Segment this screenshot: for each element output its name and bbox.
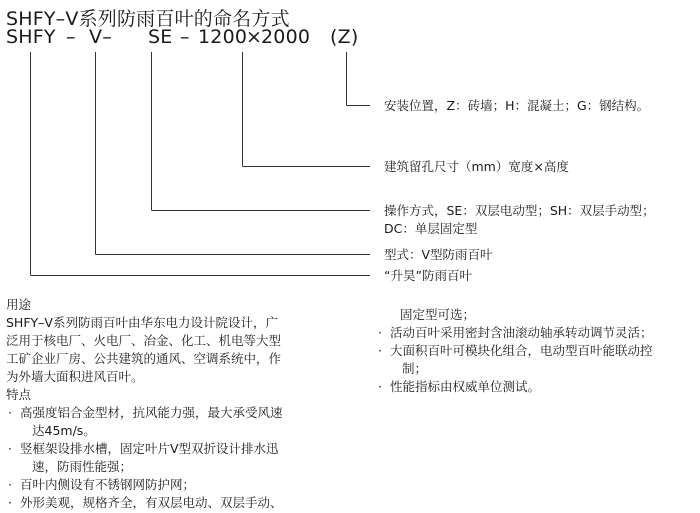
model-code-install: (Z) bbox=[330, 26, 359, 48]
usage-line: SHFY–V系列防雨百叶由华东电力设计院设计，广 bbox=[6, 315, 278, 330]
usage-line: 为外墙大面积进风百叶。 bbox=[6, 369, 144, 384]
feature-text: 百叶内侧设有不锈钢网防护网； bbox=[20, 477, 196, 492]
feature-bullet: · bbox=[8, 441, 12, 456]
model-code-width: 1200 bbox=[198, 26, 248, 48]
model-code-series: SHFY bbox=[6, 26, 56, 48]
usage-line: 工矿企业厂房、公共建筑的通风、空调系统中，作 bbox=[6, 351, 282, 366]
feature-text: 高强度铝合金型材，抗风能力强，最大承受风速 bbox=[20, 405, 283, 420]
model-code-times: × bbox=[246, 26, 263, 48]
feature-bullet: · bbox=[378, 325, 382, 340]
model-code-type: V– bbox=[89, 26, 112, 48]
feature-text: 外形美观，规格齐全，有双层电动、双层手动、 bbox=[20, 495, 283, 510]
feature-bullet: · bbox=[378, 379, 382, 394]
feature-text-continued: 固定型可选； bbox=[400, 307, 476, 322]
features-heading: 特点 bbox=[6, 387, 32, 402]
feature-bullet: · bbox=[378, 343, 382, 358]
annotation-opening-size: 建筑留孔尺寸（mm）宽度×高度 bbox=[384, 159, 569, 174]
model-code-height: 2000 bbox=[261, 26, 311, 48]
usage-heading: 用途 bbox=[6, 297, 32, 312]
feature-text: 速，防雨性能强； bbox=[32, 459, 133, 474]
feature-text: 制； bbox=[402, 361, 428, 376]
annotation-brand: “升昊”防雨百叶 bbox=[384, 268, 472, 283]
model-code-dash-1: – bbox=[66, 26, 76, 48]
feature-text: 性能指标由权威单位测试。 bbox=[390, 379, 541, 394]
feature-text: 活动百叶采用密封含油滚动轴承转动调节灵活； bbox=[390, 325, 653, 340]
feature-bullet: · bbox=[8, 495, 12, 510]
annotation-type: 型式：V型防雨百叶 bbox=[384, 247, 493, 262]
feature-text: 大面积百叶可模块化组合，电动型百叶能联动控 bbox=[390, 343, 653, 358]
page-title: SHFY–V系列防雨百叶的命名方式 bbox=[6, 8, 290, 30]
feature-bullet: · bbox=[8, 405, 12, 420]
feature-text: 竖框架设排水槽，固定叶片V型双折设计排水迅 bbox=[20, 441, 279, 456]
model-code-operation: SE bbox=[148, 26, 173, 48]
feature-bullet: · bbox=[8, 477, 12, 492]
feature-text: 达45m/s。 bbox=[32, 423, 96, 438]
annotation-operation-mode: 操作方式，SE：双层电动型；SH：双层手动型； bbox=[384, 203, 655, 218]
model-code-dash-2: – bbox=[180, 26, 190, 48]
annotation-operation-mode-cont: DC：单层固定型 bbox=[384, 221, 478, 236]
usage-line: 泛用于核电厂、火电厂、冶金、化工、机电等大型 bbox=[6, 333, 282, 348]
annotation-install-position: 安装位置，Z：砖墙；H：混凝土；G：钢结构。 bbox=[384, 98, 650, 113]
